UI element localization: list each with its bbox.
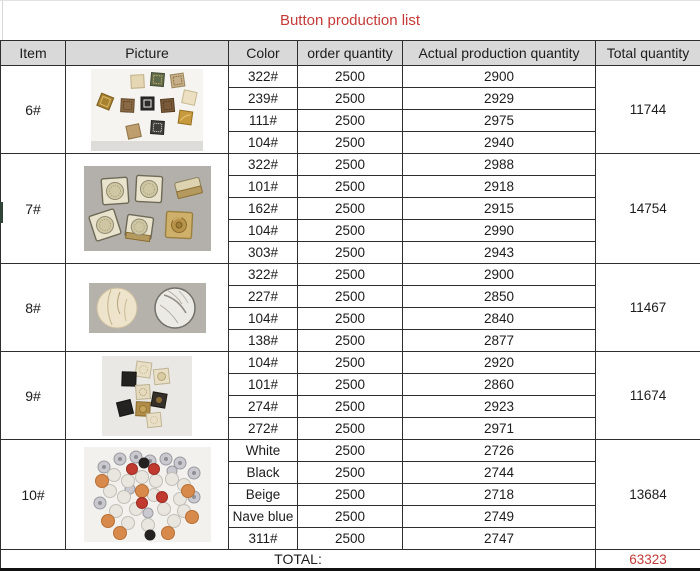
order-qty-cell: 2500 (298, 528, 403, 550)
order-qty-cell: 2500 (298, 286, 403, 308)
order-qty-cell: 2500 (298, 264, 403, 286)
order-qty-cell: 2500 (298, 308, 403, 330)
actual-qty-cell: 2943 (403, 242, 596, 264)
color-cell: 138# (229, 330, 298, 352)
actual-qty-cell: 2718 (403, 484, 596, 506)
col-header-item: Item (1, 41, 66, 66)
actual-qty-cell: 2900 (403, 264, 596, 286)
color-cell: 104# (229, 132, 298, 154)
header-row (1, 41, 700, 66)
actual-qty-cell: 2920 (403, 352, 596, 374)
page-title: Button production list (0, 1, 700, 40)
actual-qty-cell: 2726 (403, 440, 596, 462)
picture-cell (66, 352, 229, 440)
color-cell: White (229, 440, 298, 462)
actual-qty-cell: 2923 (403, 396, 596, 418)
left-edge-artifact (0, 202, 3, 223)
color-cell: 101# (229, 176, 298, 198)
order-qty-cell: 2500 (298, 440, 403, 462)
actual-qty-cell: 2749 (403, 506, 596, 528)
color-cell: 272# (229, 418, 298, 440)
actual-qty-cell: 2877 (403, 330, 596, 352)
order-qty-cell: 2500 (298, 220, 403, 242)
picture-cell (66, 154, 229, 264)
actual-qty-cell: 2915 (403, 198, 596, 220)
color-cell: 239# (229, 88, 298, 110)
order-qty-cell: 2500 (298, 66, 403, 88)
col-header-actual-quantity: Actual production quantity (403, 41, 596, 66)
total-qty-cell: 11744 (596, 66, 700, 154)
table-row (1, 154, 700, 176)
color-cell: Nave blue (229, 506, 298, 528)
total-qty-cell: 11467 (596, 264, 700, 352)
total-qty-cell: 13684 (596, 440, 700, 550)
color-cell: 311# (229, 528, 298, 550)
picture-cell (66, 264, 229, 352)
color-cell: 111# (229, 110, 298, 132)
order-qty-cell: 2500 (298, 88, 403, 110)
picture-cell (66, 440, 229, 550)
item-cell: 7# (1, 154, 66, 264)
total-row (1, 550, 700, 570)
col-header-total-quantity: Total quantity (596, 41, 700, 66)
order-qty-cell: 2500 (298, 418, 403, 440)
table-row (1, 440, 700, 462)
color-cell: Beige (229, 484, 298, 506)
order-qty-cell: 2500 (298, 462, 403, 484)
actual-qty-cell: 2744 (403, 462, 596, 484)
order-qty-cell: 2500 (298, 176, 403, 198)
order-qty-cell: 2500 (298, 374, 403, 396)
order-qty-cell: 2500 (298, 506, 403, 528)
color-cell: 303# (229, 242, 298, 264)
table-row (1, 264, 700, 286)
small-square-buttons-photo (102, 356, 192, 436)
col-header-color: Color (229, 41, 298, 66)
actual-qty-cell: 2900 (403, 66, 596, 88)
table-row (1, 352, 700, 374)
color-cell: 322# (229, 154, 298, 176)
item-cell: 9# (1, 352, 66, 440)
actual-qty-cell: 2860 (403, 374, 596, 396)
round-buttons-pile-photo (84, 447, 211, 542)
grand-total-value: 63323 (596, 550, 700, 570)
item-cell: 8# (1, 264, 66, 352)
order-qty-cell: 2500 (298, 242, 403, 264)
col-header-picture: Picture (66, 41, 229, 66)
order-qty-cell: 2500 (298, 330, 403, 352)
actual-qty-cell: 2918 (403, 176, 596, 198)
total-qty-cell: 14754 (596, 154, 700, 264)
color-cell: 274# (229, 396, 298, 418)
table-body (1, 66, 700, 550)
picture-cell (66, 66, 229, 154)
actual-qty-cell: 2988 (403, 154, 596, 176)
color-cell: 227# (229, 286, 298, 308)
order-qty-cell: 2500 (298, 396, 403, 418)
color-cell: 322# (229, 66, 298, 88)
item-cell: 10# (1, 440, 66, 550)
square-metal-rim-buttons-photo (84, 166, 211, 251)
assorted-square-buttons-photo (91, 69, 203, 151)
total-row-label: TOTAL: (1, 550, 596, 570)
item-cell: 6# (1, 66, 66, 154)
order-qty-cell: 2500 (298, 154, 403, 176)
table-row (1, 66, 700, 88)
col-header-order-quantity: order quantity (298, 41, 403, 66)
actual-qty-cell: 2940 (403, 132, 596, 154)
order-qty-cell: 2500 (298, 110, 403, 132)
order-qty-cell: 2500 (298, 198, 403, 220)
actual-qty-cell: 2971 (403, 418, 596, 440)
actual-qty-cell: 2975 (403, 110, 596, 132)
two-round-wavy-buttons-photo (89, 283, 206, 333)
actual-qty-cell: 2990 (403, 220, 596, 242)
order-qty-cell: 2500 (298, 132, 403, 154)
color-cell: 162# (229, 198, 298, 220)
total-qty-cell: 11674 (596, 352, 700, 440)
actual-qty-cell: 2747 (403, 528, 596, 550)
production-table (0, 40, 700, 571)
color-cell: 104# (229, 220, 298, 242)
color-cell: 101# (229, 374, 298, 396)
order-qty-cell: 2500 (298, 484, 403, 506)
actual-qty-cell: 2840 (403, 308, 596, 330)
color-cell: 322# (229, 264, 298, 286)
order-qty-cell: 2500 (298, 352, 403, 374)
color-cell: Black (229, 462, 298, 484)
color-cell: 104# (229, 308, 298, 330)
actual-qty-cell: 2929 (403, 88, 596, 110)
color-cell: 104# (229, 352, 298, 374)
actual-qty-cell: 2850 (403, 286, 596, 308)
spreadsheet-gridline (2, 1, 3, 40)
